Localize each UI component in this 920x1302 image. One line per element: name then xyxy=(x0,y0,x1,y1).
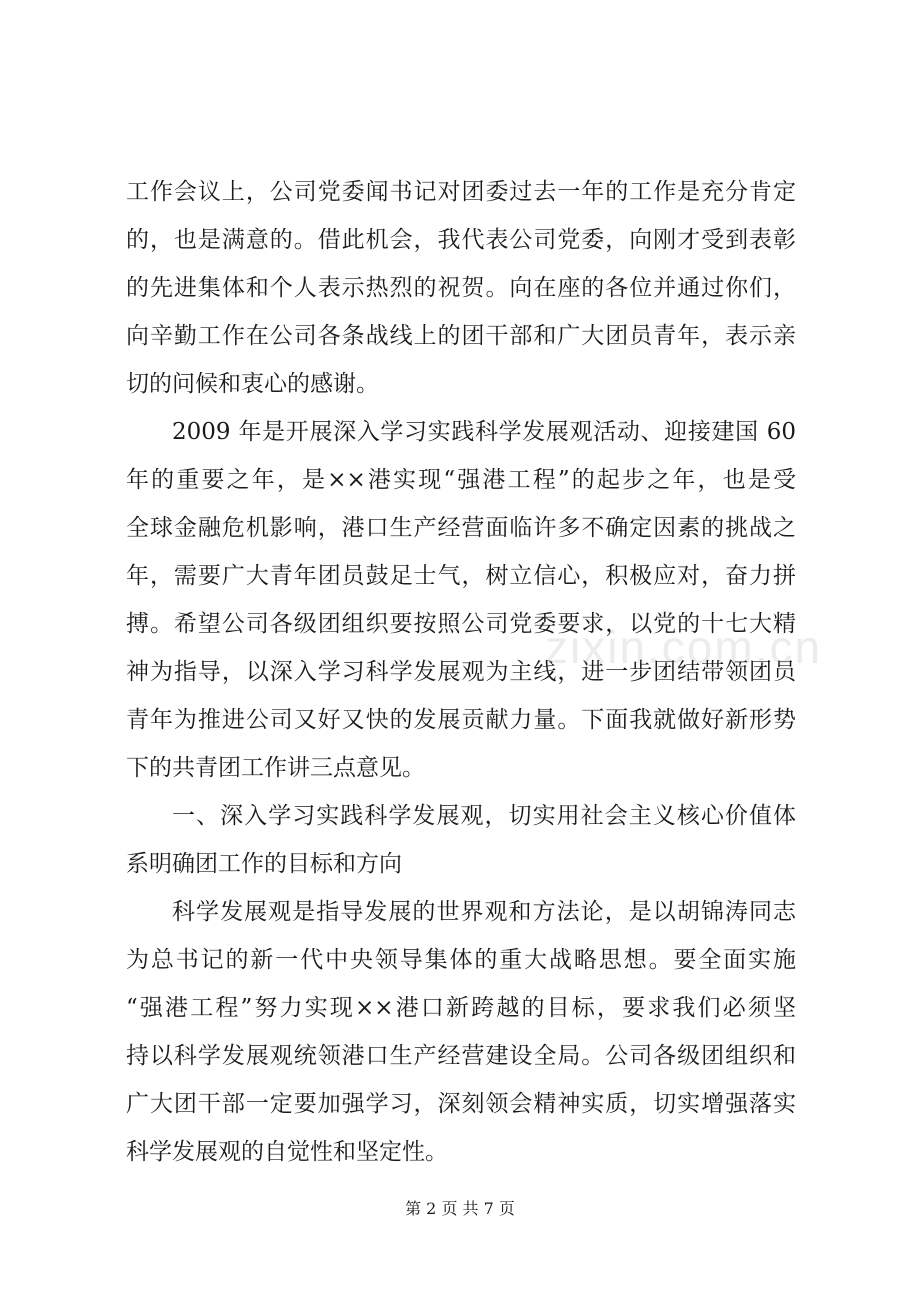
paragraph-2-line-7: 青年为推进公司又好又快的发展贡献力量。下面我就做好新形势 xyxy=(126,707,796,733)
paragraph-1-line-5: 切的问候和衷心的感谢。 xyxy=(126,371,379,397)
paragraph-2-line-1: 2009 年是开展深入学习实践科学发展观活动、迎接建国 60 xyxy=(172,419,796,445)
section-heading-line-1: 一、深入学习实践科学发展观，切实用社会主义核心价值体 xyxy=(172,803,796,829)
paragraph-1-line-3: 的先进集体和个人表示热烈的祝贺。向在座的各位并通过你们， xyxy=(126,275,796,301)
paragraph-4-line-3: “强港工程”努力实现××港口新跨越的目标，要求我们必须坚 xyxy=(126,995,796,1021)
paragraph-2-line-2: 年的重要之年，是××港实现“强港工程”的起步之年，也是受 xyxy=(126,467,796,493)
paragraph-2-line-6: 神为指导，以深入学习科学发展观为主线，进一步团结带领团员 xyxy=(126,659,796,685)
paragraph-1-line-2: 的，也是满意的。借此机会，我代表公司党委，向刚才受到表彰 xyxy=(126,227,796,253)
paragraph-2-line-4: 年，需要广大青年团员鼓足士气，树立信心，积极应对，奋力拼 xyxy=(126,563,796,589)
paragraph-4-line-2: 为总书记的新一代中央领导集体的重大战略思想。要全面实施 xyxy=(126,947,796,973)
watermark: zixin.com.cn xyxy=(545,621,823,673)
section-heading-line-2: 系明确团工作的目标和方向 xyxy=(126,851,402,877)
paragraph-2-line-3: 全球金融危机影响，港口生产经营面临许多不确定因素的挑战之 xyxy=(126,515,796,541)
paragraph-2-line-5: 搏。希望公司各级团组织要按照公司党委要求，以党的十七大精 xyxy=(126,611,796,637)
paragraph-4-line-6: 科学发展观的自觉性和坚定性。 xyxy=(126,1139,448,1165)
paragraph-2-line-8: 下的共青团工作讲三点意见。 xyxy=(126,755,425,781)
paragraph-4-line-5: 广大团干部一定要加强学习，深刻领会精神实质，切实增强落实 xyxy=(126,1091,796,1117)
paragraph-1-line-4: 向辛勤工作在公司各条战线上的团干部和广大团员青年，表示亲 xyxy=(126,323,796,349)
page-footer: 第 2 页 共 7 页 xyxy=(405,1199,515,1218)
paragraph-1-line-1: 工作会议上，公司党委闻书记对团委过去一年的工作是充分肯定 xyxy=(126,179,796,205)
paragraph-4-line-4: 持以科学发展观统领港口生产经营建设全局。公司各级团组织和 xyxy=(126,1043,796,1069)
paragraph-4-line-1: 科学发展观是指导发展的世界观和方法论，是以胡锦涛同志 xyxy=(172,899,796,925)
